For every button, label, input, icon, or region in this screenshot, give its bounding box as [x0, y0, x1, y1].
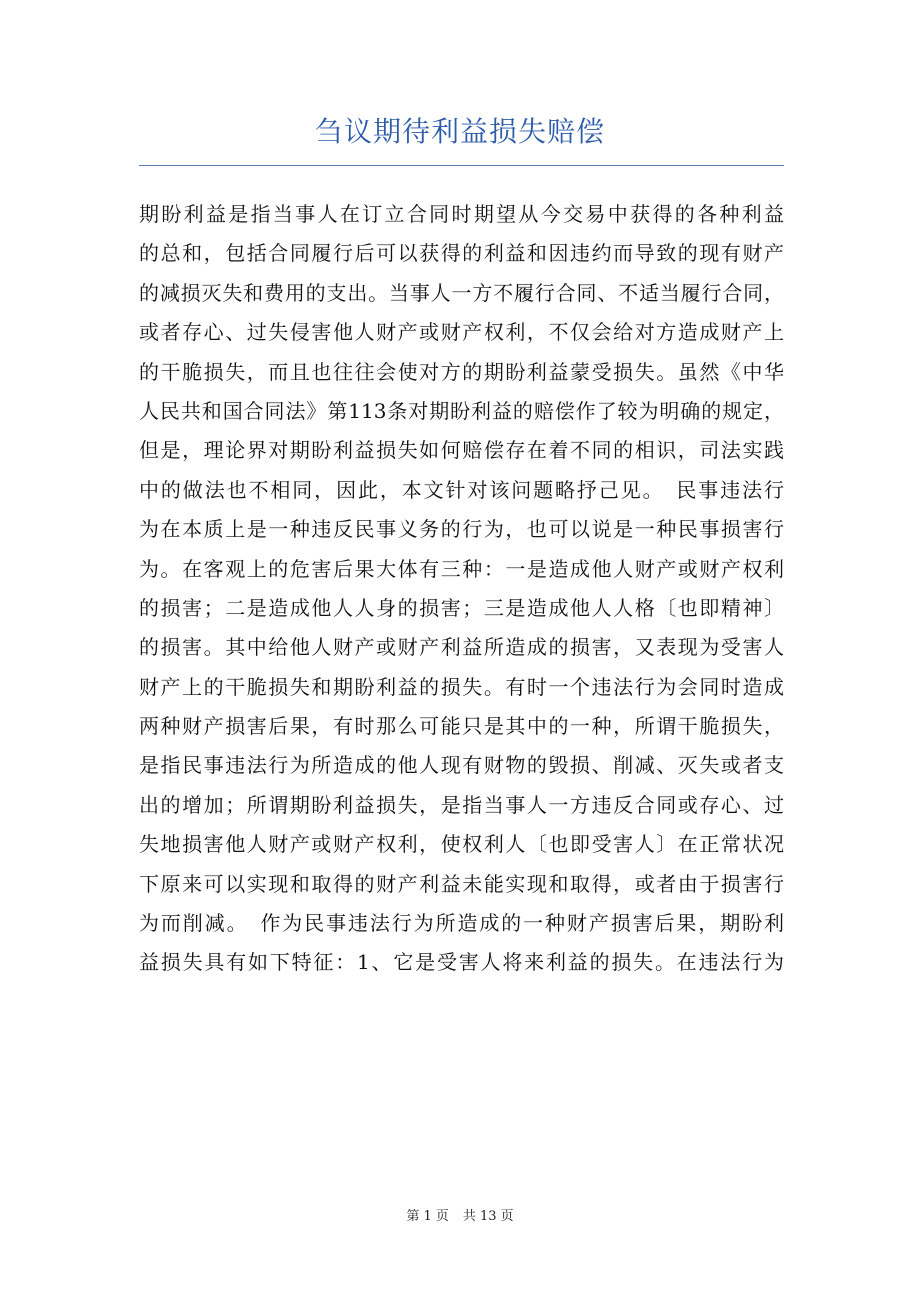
body-line: 的损害。其中给他人财产或财产利益所造成的损害，又表现为受害人	[139, 635, 784, 660]
body-line: 或者存心、过失侵害他人财产或财产权利，不仅会给对方造成财产上	[139, 320, 784, 345]
body-line: 是指民事违法行为所造成的他人现有财物的毁损、削减、灭失或者支	[139, 753, 784, 778]
body-line: 两种财产损害后果，有时那么可能只是其中的一种，所谓干脆损失，	[139, 714, 784, 739]
body-line: 失地损害他人财产或财产权利，使权利人〔也即受害人〕在正常状况	[139, 832, 784, 857]
body-line: 为。在客观上的危害后果大体有三种：一是造成他人财产或财产权利	[139, 556, 784, 581]
page-footer	[0, 1207, 920, 1227]
page-total: 共 13 页	[462, 1209, 514, 1224]
body-line: 的总和，包括合同履行后可以获得的利益和因违约而导致的现有财产	[139, 241, 784, 266]
page-number: 第 1 页	[406, 1209, 449, 1224]
body-line: 期盼利益是指当事人在订立合同时期望从今交易中获得的各种利益	[139, 202, 784, 226]
body-line: 中的做法也不相同，因此，本文针对该问题略抒己见。 民事违法行	[139, 477, 784, 502]
body-line: 的干脆损失，而且也往往会使对方的期盼利益蒙受损失。虽然《中华	[139, 359, 784, 384]
body-line: 财产上的干脆损失和期盼利益的损失。有时一个违法行为会同时造成	[139, 674, 784, 699]
body-line: 出的增加；所谓期盼利益损失，是指当事人一方违反合同或存心、过	[139, 792, 784, 817]
title-divider	[139, 165, 784, 166]
body-line: 但是，理论界对期盼利益损失如何赔偿存在着不同的相识，司法实践	[139, 438, 784, 463]
body-line: 的损害；二是造成他人人身的损害；三是造成他人人格〔也即精神〕	[139, 595, 784, 620]
body-line: 为而削减。 作为民事违法行为所造成的一种财产损害后果，期盼利	[139, 911, 784, 936]
body-line: 人民共和国合同法》第113条对期盼利益的赔偿作了较为明确的规定，	[139, 398, 784, 423]
body-line: 为在本质上是一种违反民事义务的行为，也可以说是一种民事损害行	[139, 517, 784, 542]
document-title: 刍议期待利益损失赔偿	[314, 115, 605, 148]
body-line: 益损失具有如下特征：1、它是受害人将来利益的损失。在违法行为	[139, 950, 784, 975]
body-line: 下原来可以实现和取得的财产利益未能实现和取得，或者由于损害行	[139, 871, 784, 896]
document-body	[139, 195, 784, 983]
body-line: 的减损灭失和费用的支出。当事人一方不履行合同、不适当履行合同，	[139, 280, 784, 305]
